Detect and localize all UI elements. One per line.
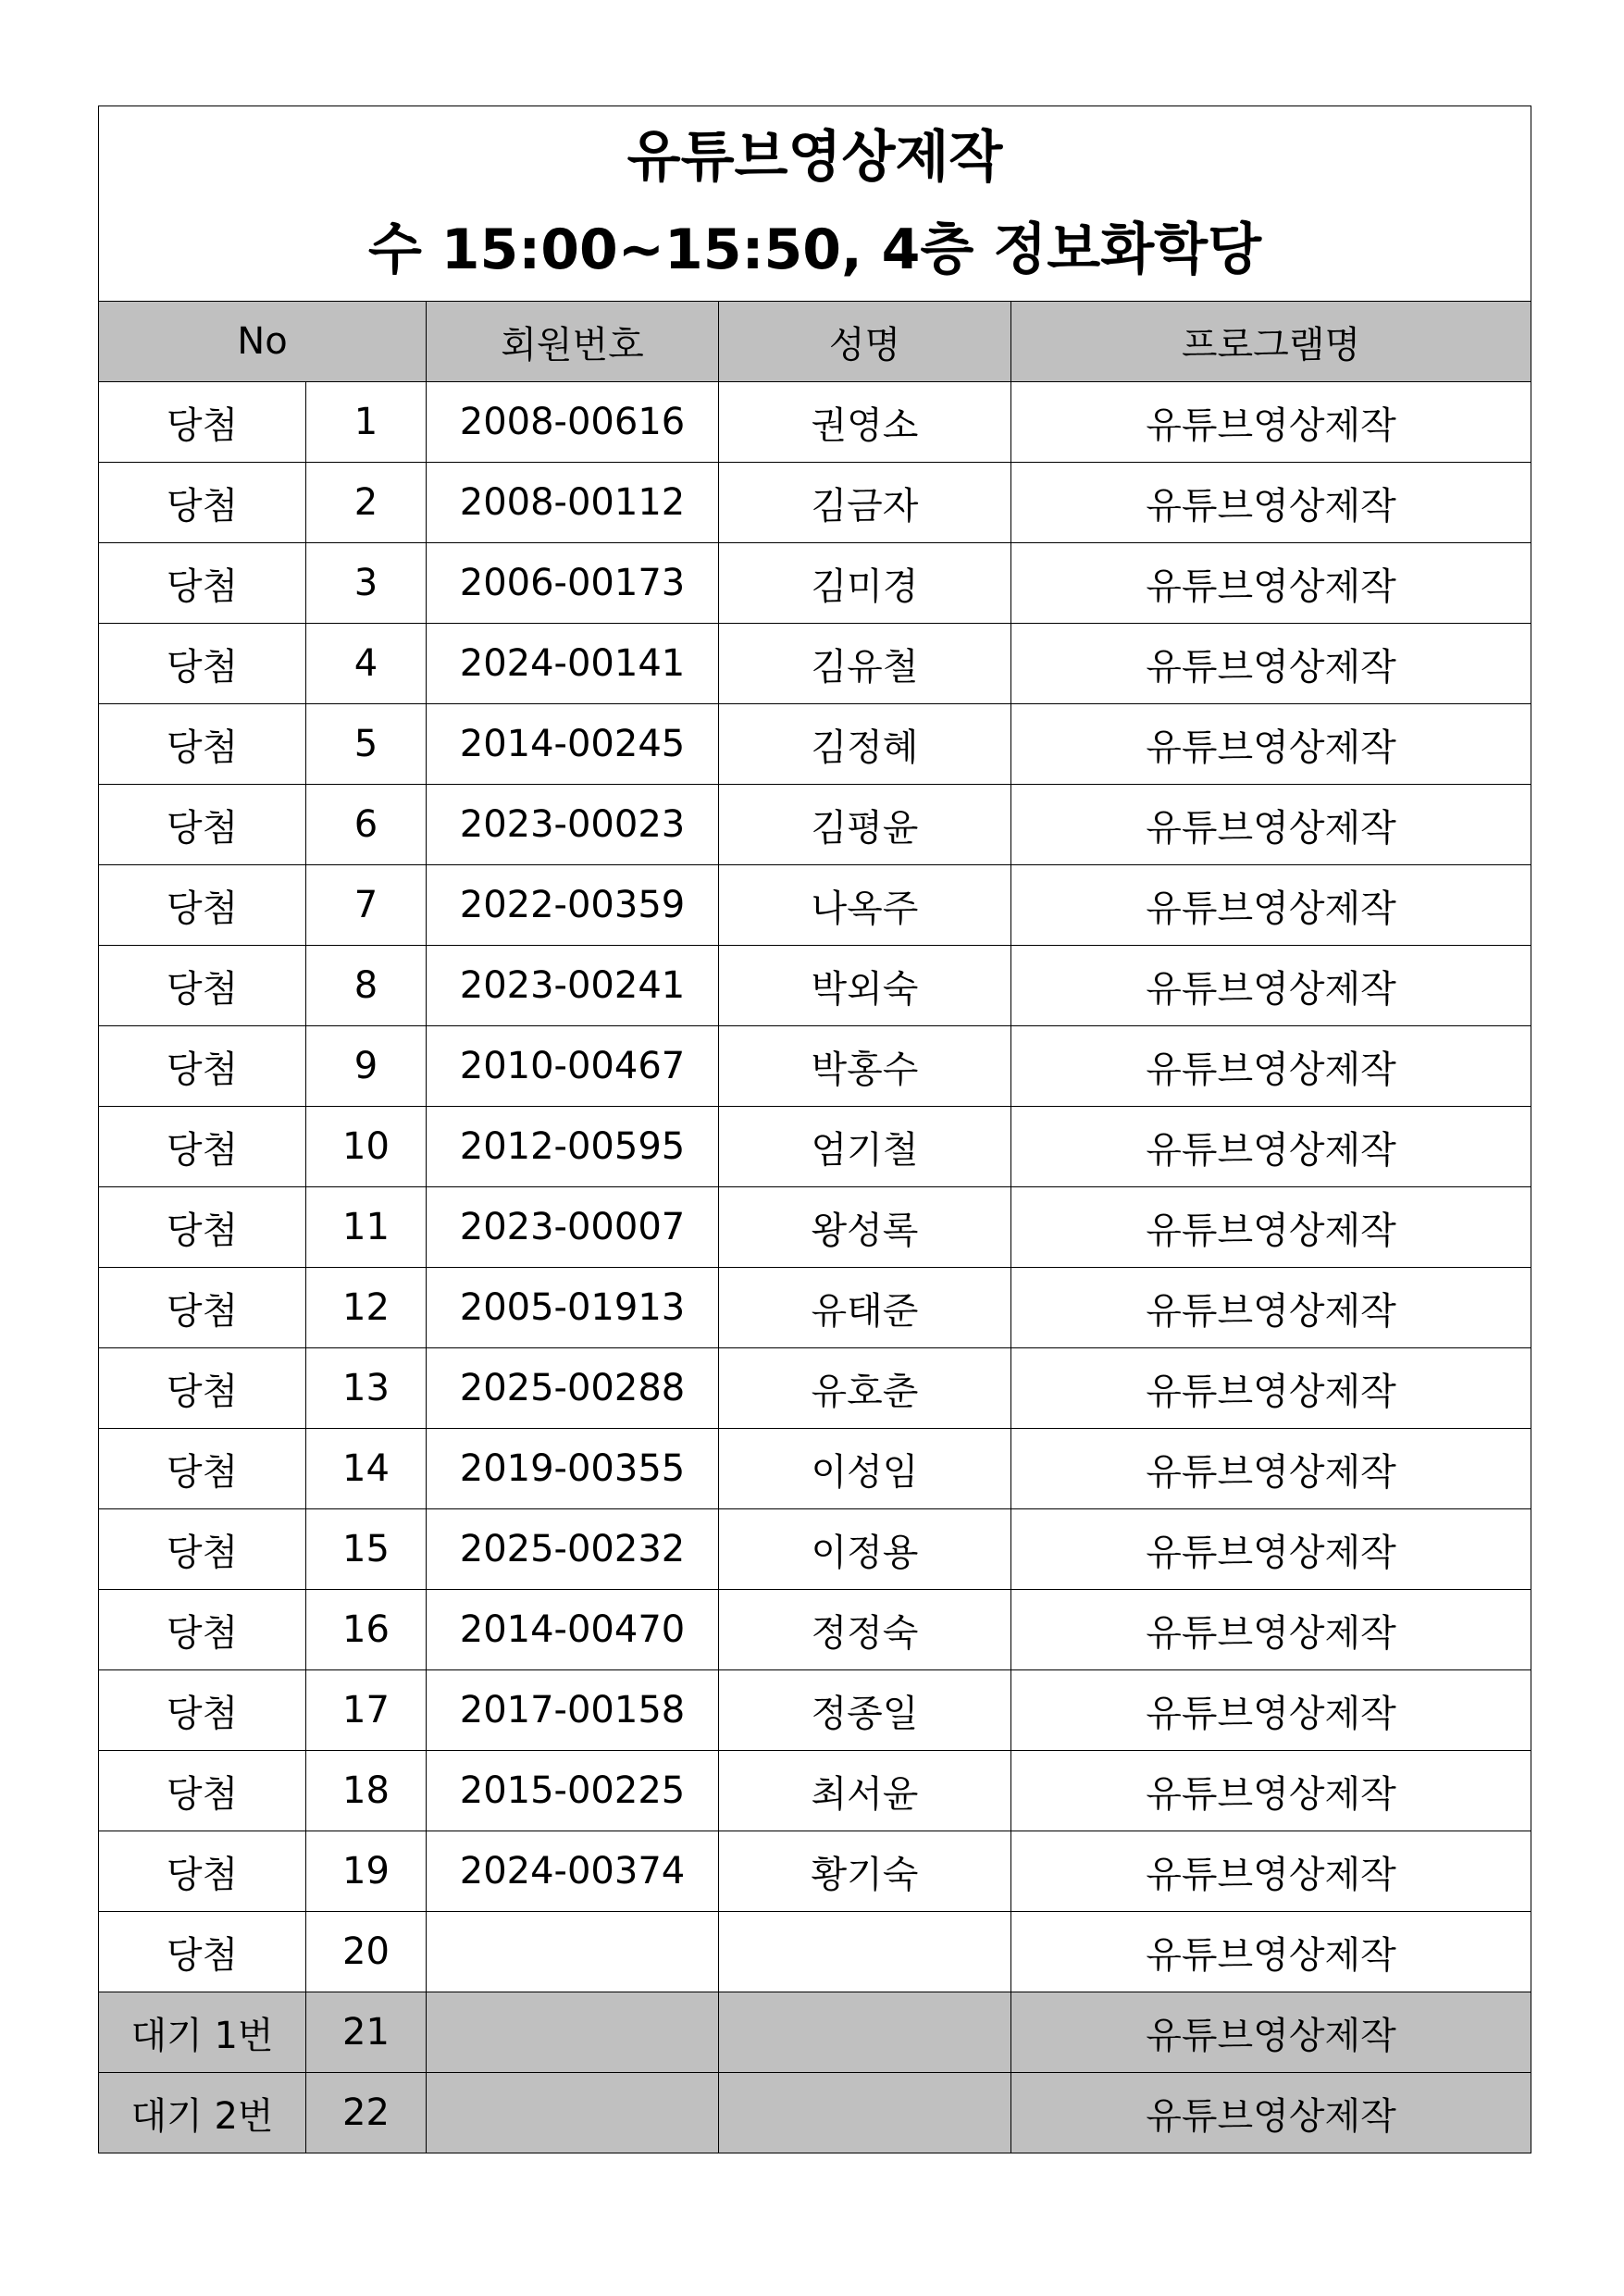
name-cell: 정정숙: [719, 1590, 1011, 1670]
member-id-cell: 2014-00245: [427, 704, 719, 785]
name-cell: 박외숙: [719, 946, 1011, 1026]
lottery-result-table: [98, 105, 1531, 2153]
status-cell: 당첨: [99, 1590, 306, 1670]
name-cell: 황기숙: [719, 1831, 1011, 1912]
table-row: [99, 2073, 1531, 2153]
program-cell: 유튜브영상제작: [1011, 624, 1531, 704]
number-cell: 18: [306, 1751, 427, 1831]
table-row: [99, 704, 1531, 785]
number-cell: 13: [306, 1348, 427, 1429]
name-cell: [719, 1992, 1011, 2073]
program-cell: 유튜브영상제작: [1011, 543, 1531, 624]
member-id-cell: [427, 2073, 719, 2153]
member-id-cell: 2023-00007: [427, 1187, 719, 1268]
table-row: [99, 865, 1531, 946]
status-cell: 당첨: [99, 624, 306, 704]
table-row: [99, 1831, 1531, 1912]
program-cell: 유튜브영상제작: [1011, 1268, 1531, 1348]
member-id-cell: 2008-00112: [427, 463, 719, 543]
member-id-cell: 2024-00374: [427, 1831, 719, 1912]
program-cell: 유튜브영상제작: [1011, 1670, 1531, 1751]
status-cell: 당첨: [99, 543, 306, 624]
status-cell: 당첨: [99, 704, 306, 785]
header-member-id: 회원번호: [427, 302, 719, 382]
member-id-cell: [427, 1912, 719, 1992]
table-row: [99, 1429, 1531, 1509]
table-row: [99, 1268, 1531, 1348]
table-row: [99, 1590, 1531, 1670]
header-no: No: [99, 302, 427, 382]
program-cell: 유튜브영상제작: [1011, 1107, 1531, 1187]
number-cell: 19: [306, 1831, 427, 1912]
status-cell: 당첨: [99, 1751, 306, 1831]
table-row: [99, 946, 1531, 1026]
table-header-row: [99, 302, 1531, 382]
table-row: [99, 624, 1531, 704]
header-name: 성명: [719, 302, 1011, 382]
name-cell: 김정혜: [719, 704, 1011, 785]
program-cell: 유튜브영상제작: [1011, 1751, 1531, 1831]
status-cell: 당첨: [99, 1348, 306, 1429]
table-row: [99, 1348, 1531, 1429]
member-id-cell: 2024-00141: [427, 624, 719, 704]
status-cell: 당첨: [99, 1831, 306, 1912]
member-id-cell: 2025-00232: [427, 1509, 719, 1590]
table-row: [99, 1670, 1531, 1751]
status-cell: 당첨: [99, 1187, 306, 1268]
status-cell: 당첨: [99, 1509, 306, 1590]
program-cell: 유튜브영상제작: [1011, 1992, 1531, 2073]
program-cell: 유튜브영상제작: [1011, 1509, 1531, 1590]
status-cell: 당첨: [99, 946, 306, 1026]
header-program: 프로그램명: [1011, 302, 1531, 382]
status-cell: 당첨: [99, 785, 306, 865]
status-cell: 당첨: [99, 382, 306, 463]
number-cell: 21: [306, 1992, 427, 2073]
status-cell: 당첨: [99, 1912, 306, 1992]
number-cell: 3: [306, 543, 427, 624]
table-row: [99, 1187, 1531, 1268]
status-cell: 당첨: [99, 463, 306, 543]
name-cell: [719, 2073, 1011, 2153]
member-id-cell: 2015-00225: [427, 1751, 719, 1831]
program-title: 유튜브영상제작: [626, 125, 1003, 190]
number-cell: 22: [306, 2073, 427, 2153]
member-id-cell: 2008-00616: [427, 382, 719, 463]
name-cell: 왕성록: [719, 1187, 1011, 1268]
number-cell: 9: [306, 1026, 427, 1107]
name-cell: 김유철: [719, 624, 1011, 704]
table-row: [99, 1509, 1531, 1590]
name-cell: [719, 1912, 1011, 1992]
number-cell: 15: [306, 1509, 427, 1590]
table-row: [99, 1912, 1531, 1992]
member-id-cell: [427, 1992, 719, 2073]
member-id-cell: 2017-00158: [427, 1670, 719, 1751]
number-cell: 17: [306, 1670, 427, 1751]
program-cell: 유튜브영상제작: [1011, 1348, 1531, 1429]
name-cell: 정종일: [719, 1670, 1011, 1751]
member-id-cell: 2025-00288: [427, 1348, 719, 1429]
member-id-cell: 2023-00023: [427, 785, 719, 865]
table-row: [99, 1107, 1531, 1187]
member-id-cell: 2019-00355: [427, 1429, 719, 1509]
name-cell: 김미경: [719, 543, 1011, 624]
name-cell: 유태준: [719, 1268, 1011, 1348]
table-row: [99, 1992, 1531, 2073]
member-id-cell: 2023-00241: [427, 946, 719, 1026]
program-cell: 유튜브영상제작: [1011, 2073, 1531, 2153]
number-cell: 11: [306, 1187, 427, 1268]
status-cell: 대기 2번: [99, 2073, 306, 2153]
name-cell: 이성임: [719, 1429, 1011, 1509]
table-row: [99, 785, 1531, 865]
program-cell: 유튜브영상제작: [1011, 785, 1531, 865]
status-cell: 대기 1번: [99, 1992, 306, 2073]
number-cell: 10: [306, 1107, 427, 1187]
program-cell: 유튜브영상제작: [1011, 704, 1531, 785]
table-row: [99, 382, 1531, 463]
member-id-cell: 2010-00467: [427, 1026, 719, 1107]
number-cell: 8: [306, 946, 427, 1026]
number-cell: 4: [306, 624, 427, 704]
name-cell: 나옥주: [719, 865, 1011, 946]
member-id-cell: 2014-00470: [427, 1590, 719, 1670]
table-row: [99, 1026, 1531, 1107]
program-cell: 유튜브영상제작: [1011, 1187, 1531, 1268]
number-cell: 20: [306, 1912, 427, 1992]
name-cell: 최서윤: [719, 1751, 1011, 1831]
number-cell: 5: [306, 704, 427, 785]
number-cell: 2: [306, 463, 427, 543]
name-cell: 유호춘: [719, 1348, 1011, 1429]
number-cell: 7: [306, 865, 427, 946]
table-row: [99, 463, 1531, 543]
number-cell: 16: [306, 1590, 427, 1670]
program-cell: 유튜브영상제작: [1011, 463, 1531, 543]
program-cell: 유튜브영상제작: [1011, 1590, 1531, 1670]
status-cell: 당첨: [99, 1107, 306, 1187]
name-cell: 박홍수: [719, 1026, 1011, 1107]
status-cell: 당첨: [99, 865, 306, 946]
name-cell: 김평윤: [719, 785, 1011, 865]
name-cell: 엄기철: [719, 1107, 1011, 1187]
table-title: [99, 106, 1531, 302]
name-cell: 이정용: [719, 1509, 1011, 1590]
status-cell: 당첨: [99, 1429, 306, 1509]
title-row: [99, 106, 1531, 302]
member-id-cell: 2012-00595: [427, 1107, 719, 1187]
program-cell: 유튜브영상제작: [1011, 1026, 1531, 1107]
number-cell: 14: [306, 1429, 427, 1509]
status-cell: 당첨: [99, 1026, 306, 1107]
status-cell: 당첨: [99, 1670, 306, 1751]
program-cell: 유튜브영상제작: [1011, 382, 1531, 463]
program-cell: 유튜브영상제작: [1011, 865, 1531, 946]
program-cell: 유튜브영상제작: [1011, 1831, 1531, 1912]
program-cell: 유튜브영상제작: [1011, 946, 1531, 1026]
name-cell: 권영소: [719, 382, 1011, 463]
number-cell: 1: [306, 382, 427, 463]
number-cell: 12: [306, 1268, 427, 1348]
table-row: [99, 1751, 1531, 1831]
number-cell: 6: [306, 785, 427, 865]
schedule-subtitle: 수 15:00~15:50, 4층 정보화학당: [367, 217, 1262, 282]
member-id-cell: 2005-01913: [427, 1268, 719, 1348]
member-id-cell: 2022-00359: [427, 865, 719, 946]
status-cell: 당첨: [99, 1268, 306, 1348]
program-cell: 유튜브영상제작: [1011, 1912, 1531, 1992]
name-cell: 김금자: [719, 463, 1011, 543]
table-row: [99, 543, 1531, 624]
member-id-cell: 2006-00173: [427, 543, 719, 624]
program-cell: 유튜브영상제작: [1011, 1429, 1531, 1509]
